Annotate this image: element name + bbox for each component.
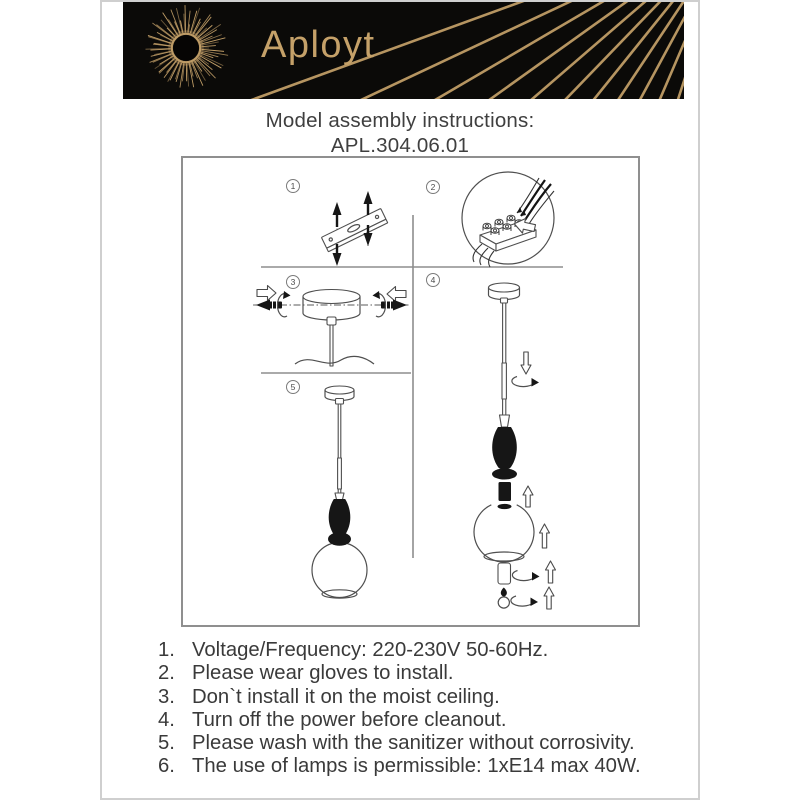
diagram-dividers [261,215,563,558]
brand-name: Aployt [261,24,376,66]
brand-banner [123,2,684,99]
rotate-arrow-icon [512,377,539,387]
step3-canopy-drawing [253,286,411,367]
instruction-item [158,639,688,662]
banner-decoration [123,2,684,99]
step-2-badge: 2 [430,182,436,192]
step4-exploded-drawing [474,283,555,609]
instruction-item [158,686,688,709]
item-number: 4. [158,708,175,731]
instruction-item [158,662,688,685]
rotate-arrow-icon [512,571,539,581]
title-block [100,109,700,158]
item-text: Please wear gloves to install. [192,662,454,685]
assembly-diagram-drawing [183,158,638,625]
item-text: The use of lamps is permissible: 1xE14 max 40W. [192,755,641,778]
item-number: 3. [158,685,175,708]
step-3-badge: 3 [290,277,296,287]
step2-wiring-drawing [462,172,554,267]
model-number: APL.304.06.01 [330,133,470,157]
item-text: Don`t install it on the moist ceiling. [192,685,500,708]
rotate-arrow-icon [511,596,538,606]
starburst-logo-icon [145,5,228,87]
item-number: 5. [158,732,175,755]
item-number: 6. [158,755,175,778]
assembly-diagram [181,156,640,627]
item-text: Turn off the power before cleanout. [192,708,507,731]
item-number: 1. [158,639,175,661]
item-number: 2. [158,662,175,685]
instruction-item [158,732,688,755]
instruction-item [158,755,688,778]
page-title: Model assembly instructions: [265,109,535,132]
step-badges [287,180,440,394]
item-text: Please wash with the sanitizer without corrosivity. [192,732,635,755]
step-4-badge: 4 [430,275,436,285]
step1-bracket-drawing [321,191,387,266]
step5-assembled-drawing [312,386,367,598]
step-5-badge: 5 [290,382,296,392]
item-text: Voltage/Frequency: 220-230V 50-60Hz. [192,639,549,661]
banner-rays-icon [123,2,684,99]
instruction-list [158,639,688,779]
instruction-item [158,709,688,732]
step-1-badge: 1 [290,181,296,191]
